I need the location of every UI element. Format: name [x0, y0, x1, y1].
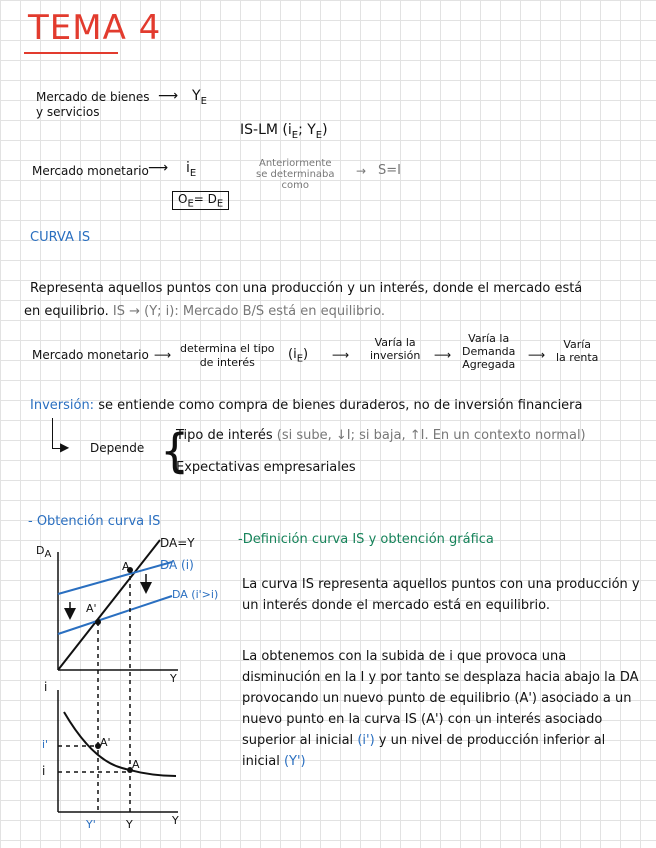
- ye-label: $Y_E$: [192, 88, 207, 107]
- depends-brace: {: [160, 424, 190, 478]
- chain-arrow-1: ⟶: [154, 348, 172, 362]
- chain-renta: Varía la renta: [556, 338, 599, 364]
- da-i2-line: [58, 596, 172, 634]
- chain-demanda: Varía la Demanda Agregada: [462, 332, 516, 371]
- oe-de-box: $O_E= D_E$: [172, 191, 229, 210]
- i-axis-label: i: [44, 680, 48, 694]
- is-curve: [64, 712, 176, 776]
- money-market-label: Mercado monetario: [32, 164, 149, 178]
- chain-inversion: Varía la inversión: [370, 336, 421, 362]
- definicion-paragraph-1: La curva IS representa aquellos puntos con una producción y un interés donde el mercado está en equilibrio.: [242, 577, 640, 613]
- da-i2-label: DA (i'>i): [172, 588, 219, 601]
- is-a-label: A: [132, 758, 140, 771]
- arrow-goods: ⟶: [158, 88, 179, 104]
- i-prime-label: i': [42, 738, 49, 751]
- chain-arrow-3: ⟶: [434, 348, 452, 362]
- chain-determina: determina el tipo de interés: [180, 342, 275, 369]
- s-equals-i: S=I: [378, 163, 401, 178]
- y-end-label: Y: [172, 814, 179, 827]
- y-prime-label: Y': [86, 818, 96, 831]
- definicion-heading: -Definición curva IS y obtención gráfica: [238, 532, 494, 547]
- chain-ie: $(i_E)$: [288, 347, 309, 365]
- is-a-prime-label: A': [100, 736, 111, 749]
- point-a-prime: [95, 619, 101, 625]
- chain-arrow-4: ⟶: [528, 348, 546, 362]
- point-a-prime-label: A': [86, 602, 97, 615]
- ie-label: $i_E$: [186, 160, 197, 179]
- point-a-label: A: [122, 560, 130, 573]
- da-i-line: [58, 562, 172, 594]
- arrow-money: ⟶: [148, 160, 169, 176]
- i-low-label: i: [42, 764, 46, 778]
- goods-market-label: Mercado de bienes y servicios: [36, 90, 150, 119]
- previously-note: Anteriormente se determinaba como: [256, 158, 335, 191]
- upper-y-end-label: Y: [170, 672, 177, 685]
- investment-line: Inversión: se entiende como compra de bienes duraderos, no de inversión financiera: [30, 398, 583, 413]
- chain-arrow-2: ⟶: [332, 348, 350, 362]
- is-definition-line2: en equilibrio. IS → (Y; i): Mercado B/S está en equilibrio.: [24, 304, 386, 319]
- depends-arrow: ▶: [60, 440, 70, 454]
- da-i-label: DA (i): [160, 558, 194, 572]
- arrow-previously: →: [356, 164, 367, 178]
- depends-label: Depende: [90, 441, 145, 455]
- obtencion-heading: - Obtención curva IS: [28, 514, 161, 529]
- line-45-label: DA=Y: [160, 536, 195, 550]
- da-axis-label: $D_A$: [36, 544, 52, 561]
- y-mid-label: Y: [126, 818, 133, 831]
- islm-label: IS-LM ($i_E$; $Y_E$): [240, 122, 328, 141]
- is-definition-line1: Representa aquellos puntos con una producción y un interés, donde el mercado está: [30, 281, 583, 296]
- page-title: TEMA 4: [28, 8, 162, 48]
- chain-money-market: Mercado monetario: [32, 348, 149, 362]
- factor-interest: Tipo de interés (si sube, ↓I; si baja, ↑I. En un contexto normal): [176, 428, 586, 443]
- factor-expectations: Expectativas empresariales: [176, 460, 356, 475]
- definicion-paragraph-2: La obtenemos con la subida de i que provoca una disminución en la I y por tanto se desplaza hacia abajo la DA provocando un nuevo punto de equilibrio (A') asociado a un nuevo punto en la curva IS (A') con un interés asociado superior al inicial (i') y un nivel de producción inferior al inicial (Y'): [242, 649, 639, 769]
- curva-is-heading: CURVA IS: [30, 230, 91, 245]
